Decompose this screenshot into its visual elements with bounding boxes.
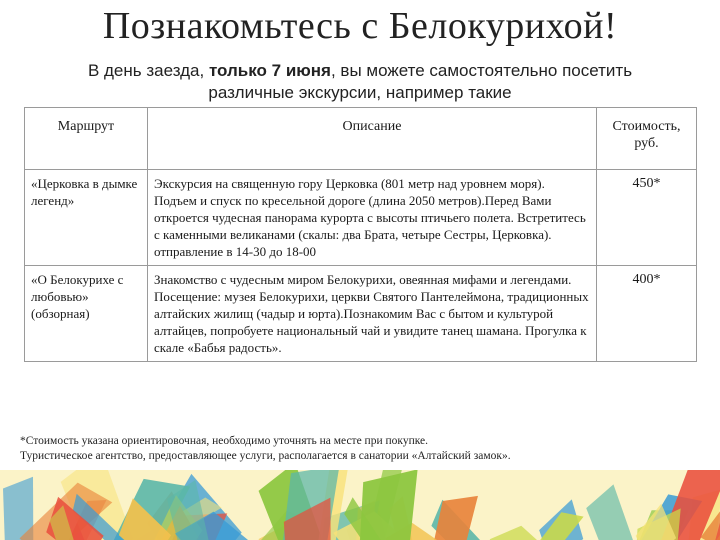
price-cell: 400*: [597, 266, 697, 362]
table-row: [25, 266, 697, 362]
footnote: [20, 434, 710, 464]
column-header-route: Маршрут: [25, 108, 148, 170]
subtitle-text-end: , вы можете самостоятельно посетить различные экскурсии, например такие: [208, 61, 633, 102]
route-cell: «Церковка в дымке легенд»: [25, 170, 148, 266]
description-cell: Экскурсия на священную гору Церковка (801 метр над уровнем моря). Подъем и спуск по кресельной дороге (длина 2050 метров).Перед Вами откроется чудесная панорама курорта с высоты птичьего полета. Встретитесь с каменными великанами (скалы: два Брата, четыре Сестры, Церковка). отправление в 14-30 до 18-00: [148, 170, 597, 266]
price-cell: 450*: [597, 170, 697, 266]
page-title: Познакомьтесь с Белокурихой!: [102, 5, 618, 47]
subtitle-date: только 7 июня: [208, 61, 331, 80]
subtitle: [60, 60, 660, 104]
footnote-agency-note: Туристическое агентство, предоставляющее услуги, располагается в санатории «Алтайский замок».: [20, 450, 511, 462]
route-cell: «О Белокурихе с любовью» (обзорная): [25, 266, 148, 362]
column-header-description: Описание: [148, 108, 597, 170]
column-header-price: Стоимость, руб.: [597, 108, 697, 170]
footnote-price-note: *Стоимость указана ориентировочная, необходимо уточнять на месте при покупке.: [20, 435, 429, 447]
description-cell: Знакомство с чудесным миром Белокурихи, овеянная мифами и легендами. Посещение: музея Белокурихи, церкви Святого Пантелеймона, традиционных алтайских жилищ (чадыр и юрта).Познакомим Вас с бытом и культурой алтайцев, попробуете национальный чай и увидите танец шамана. Прогулка к скале «Бабья радость».: [148, 266, 597, 362]
subtitle-text-start: В день заезда,: [87, 61, 209, 80]
table-row: [25, 170, 697, 266]
table-header-row: [25, 108, 697, 170]
excursions-table: [24, 107, 697, 362]
decorative-border: [0, 470, 720, 540]
